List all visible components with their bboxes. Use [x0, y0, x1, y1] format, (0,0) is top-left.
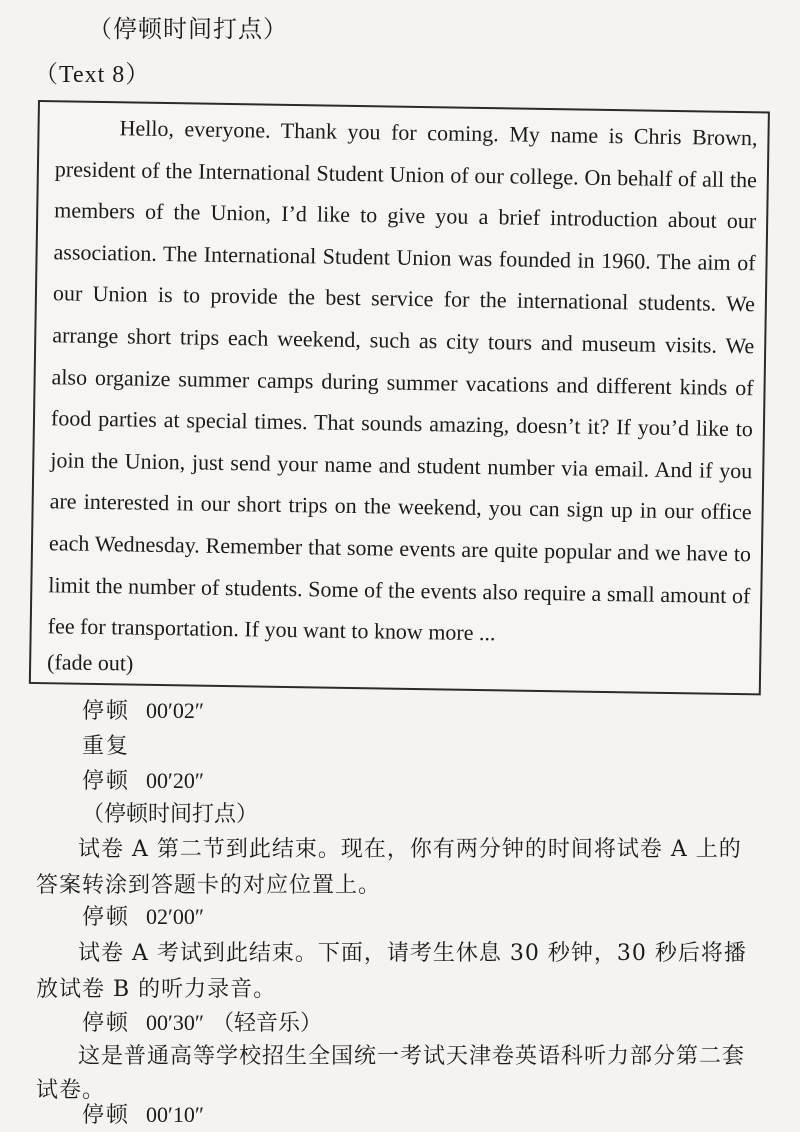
- timing-note: （停顿时间打点）: [82, 802, 259, 827]
- pause-line-5: [82, 1100, 204, 1131]
- pause-time: 02′00″: [146, 904, 204, 929]
- timing-heading: （停顿时间打点）: [88, 15, 288, 43]
- pause-line-4: [82, 1008, 322, 1039]
- fade-out-note: (fade out): [46, 649, 134, 676]
- repeat-label: 重复: [82, 734, 131, 759]
- exam-intro-instruction: 这是普通高等学校招生全国统一考试天津卷英语科听力部分第二套试卷。: [36, 1044, 746, 1103]
- light-music-note: （轻音乐）: [212, 1011, 323, 1036]
- exam-end-instruction: 试卷 A 考试到此结束。下面，请考生休息 30 秒钟，30 秒后将播放试卷 B 的听力录音。: [36, 941, 747, 1002]
- pause-label: 停顿: [82, 1103, 131, 1128]
- pause-line-3: [82, 902, 204, 933]
- section-end-instruction: 试卷 A 第二节到此结束。现在，你有两分钟的时间将试卷 A 上的答案转涂到答题卡的对应位置上。: [36, 837, 742, 898]
- pause-line-2: [82, 766, 204, 797]
- pause-label: 停顿: [82, 1011, 131, 1036]
- pause-line-1: [82, 696, 204, 727]
- pause-time: 00′30″: [146, 1010, 204, 1035]
- transcript-box: [29, 100, 770, 695]
- text-label: （Text 8）: [34, 62, 151, 88]
- pause-label: 停顿: [82, 769, 131, 794]
- pause-label: 停顿: [82, 699, 131, 724]
- repeat-line: [82, 732, 130, 762]
- pause-time: 00′20″: [146, 768, 204, 793]
- pause-time: 00′10″: [146, 1102, 204, 1127]
- pause-time: 00′02″: [146, 698, 204, 723]
- transcript-body: Hello, everyone. Thank you for coming. My name is Chris Brown, president of the International Student Union of our college. On behalf of all the members of the Union, I’d like to give you a brief introduction about our association. The International Student Union was founded in 1960. The aim of our Union is to provide the best service for the international students. We arrange short trips each weekend, such as city tours and museum visits. We also organize summer camps during summer vacations and different kinds of food parties at special times. That sounds amazing, doesn’t it? If you’d like to join the Union, just send your name and student number via email. And if you are interested in our short trips on the weekend, you can sign up in our office each Wednesday. Remember that some events are quite popular and we have to limit the number of students. Some of the events also require a small amount of fee for transportation. If you want to know more ...: [47, 115, 758, 646]
- pause-label: 停顿: [82, 905, 131, 930]
